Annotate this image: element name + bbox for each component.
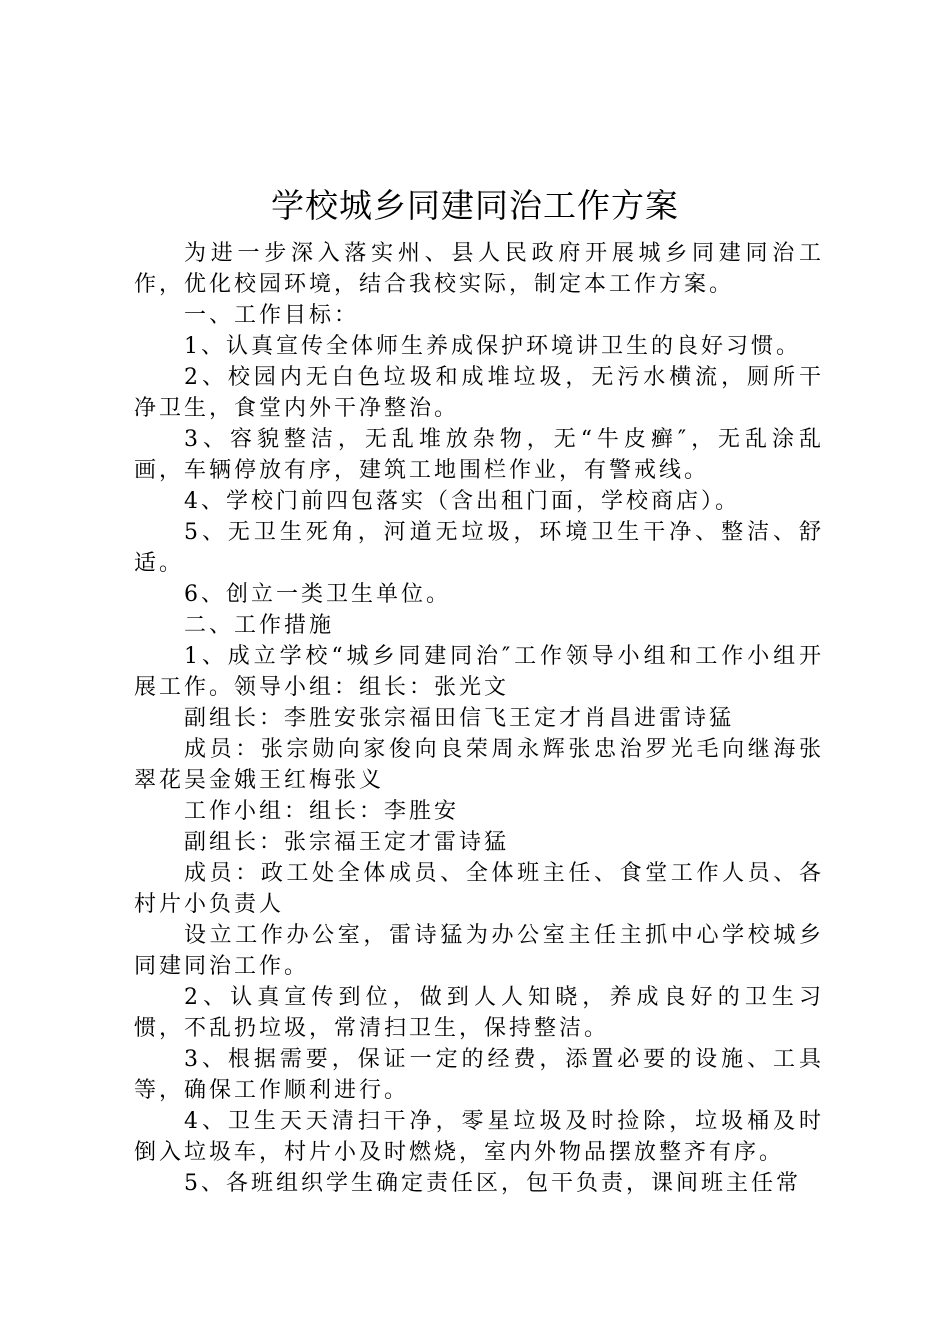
goal-item: 2、校园内无白色垃圾和成堆垃圾，无污水横流，厕所干净卫生，食堂内外干净整治。 [134,365,824,421]
member-list: 工作小组：组长：李胜安 [184,799,460,824]
goal-item: 5、无卫生死角，河道无垃圾，环境卫生干净、整洁、舒适。 [134,520,824,576]
goal-item: 1、认真宣传全体师生养成保护环境讲卫生的良好习惯。 [184,334,801,359]
measure-item: 1、成立学校“城乡同建同治″工作领导小组和工作小组开展工作。领导小组：组长：张光文 [134,644,824,700]
office-paragraph: 设立工作办公室，雷诗猛为办公室主任主抓中心学校城乡同建同治工作。 [134,923,824,979]
goal-item: 4、学校门前四包落实（含出租门面，学校商店）。 [184,489,740,514]
section-heading-goals: 一、工作目标： [184,303,360,328]
member-list: 成员：政工处全体成员、全体班主任、食堂工作人员、各村片小负责人 [134,861,824,917]
measure-item: 2、认真宣传到位，做到人人知晓，养成良好的卫生习惯，不乱扔垃圾，常清扫卫生，保持整洁。 [134,985,824,1041]
goal-item: 6、创立一类卫生单位。 [184,582,451,607]
measure-item: 3、根据需要，保证一定的经费，添置必要的设施、工具等，确保工作顺利进行。 [134,1047,824,1103]
measure-item: 4、卫生天天清扫干净，零星垃圾及时捡除，垃圾桶及时倒入垃圾车，村片小及时燃烧，室内外物品摆放整齐有序。 [134,1109,824,1165]
intro-paragraph: 为进一步深入落实州、县人民政府开展城乡同建同治工作，优化校园环境，结合我校实际，制定本工作方案。 [134,241,824,297]
goal-item: 3、容貌整洁，无乱堆放杂物，无“牛皮癣″，无乱涂乱画，车辆停放有序，建筑工地围栏作业，有警戒线。 [134,427,824,483]
measure-item: 5、各班组织学生确定责任区，包干负责，课间班主任常 [184,1171,801,1196]
member-list: 副组长：李胜安张宗福田信飞王定才肖昌进雷诗猛 [184,706,735,731]
document-body [134,238,824,1199]
document-title: 学校城乡同建同治工作方案 [271,186,679,225]
member-list: 成员：张宗勋向家俊向良荣周永辉张忠治罗光毛向继海张翠花吴金娥王红梅张义 [134,737,824,793]
section-heading-measures: 二、工作措施 [184,613,335,638]
member-list: 副组长：张宗福王定才雷诗猛 [184,830,510,855]
